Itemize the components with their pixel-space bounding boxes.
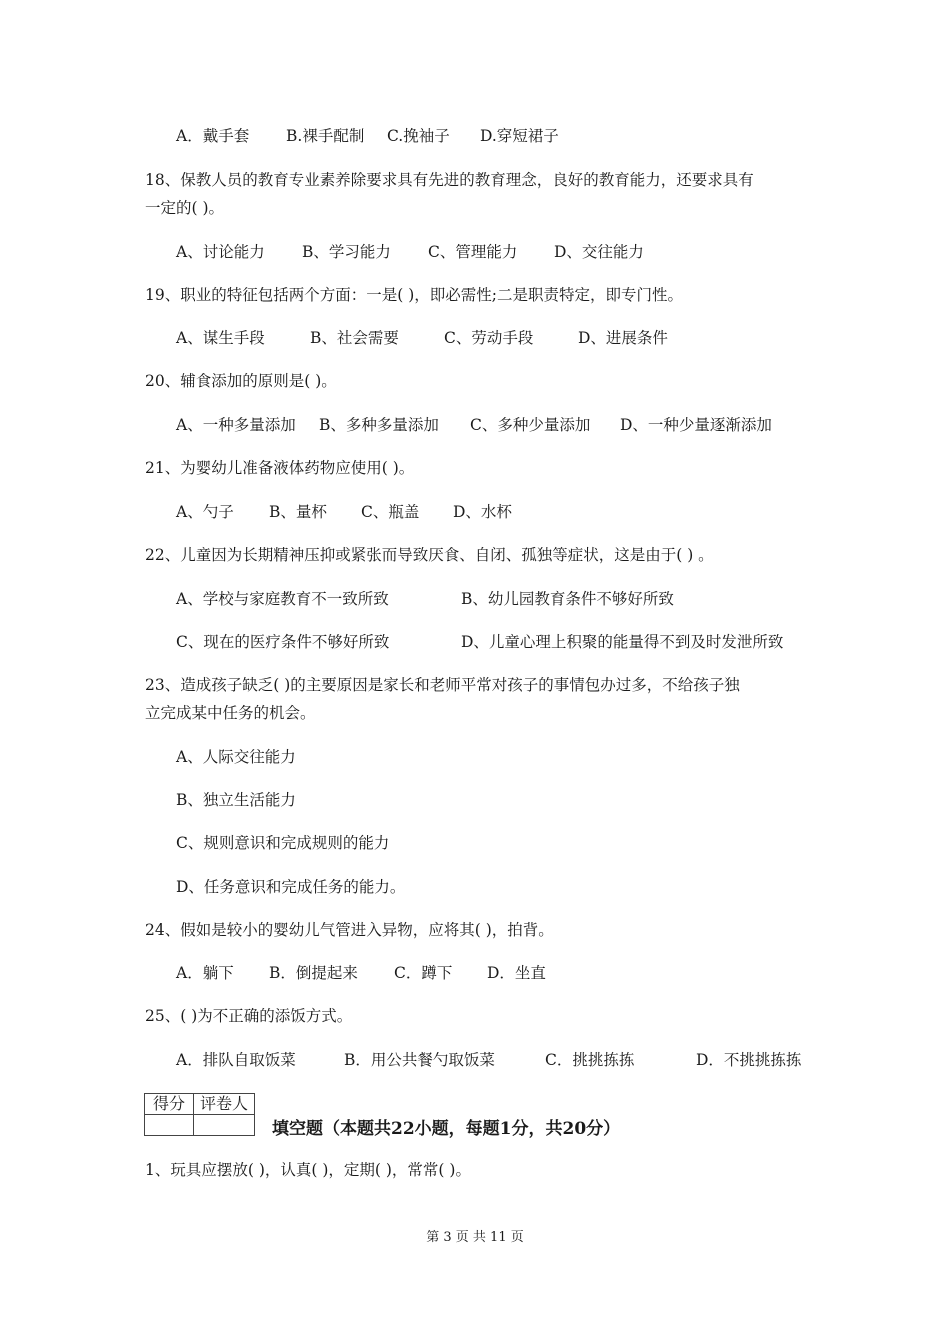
q21-option-a: A、勺子 xyxy=(176,503,234,521)
q24-option-b: B．倒提起来 xyxy=(269,964,358,982)
q24-question: 24、假如是较小的婴幼儿气管进入异物，应将其( )，拍背。 xyxy=(145,921,554,939)
q17-option-a: A．戴手套 xyxy=(176,127,250,145)
q24-option-d: D．坐直 xyxy=(487,964,546,982)
q23-option-a: A、人际交往能力 xyxy=(176,748,296,766)
q20-option-a: A、一种多量添加 xyxy=(176,416,296,434)
score-table-grader-cell[interactable] xyxy=(194,1115,255,1136)
q20-option-c: C、多种少量添加 xyxy=(470,416,591,434)
q25-option-d: D．不挑挑拣拣 xyxy=(696,1051,802,1069)
q23-question-line2: 立完成某中任务的机会。 xyxy=(145,704,316,722)
q19-option-c: C、劳动手段 xyxy=(444,329,534,347)
q18-question-line2: 一定的( )。 xyxy=(145,199,225,217)
q18-question-line1: 18、保教人员的教育专业素养除要求具有先进的教育理念，良好的教育能力，还要求具有 xyxy=(145,171,754,189)
q24-option-c: C．蹲下 xyxy=(394,964,453,982)
q21-option-c: C、瓶盖 xyxy=(361,503,420,521)
q25-question: 25、( )为不正确的添饭方式。 xyxy=(145,1007,353,1025)
q19-option-a: A、谋生手段 xyxy=(176,329,265,347)
q21-option-b: B、量杯 xyxy=(269,503,327,521)
q20-option-b: B、多种多量添加 xyxy=(319,416,439,434)
q23-option-d: D、任务意识和完成任务的能力。 xyxy=(176,878,406,896)
score-table-grader-header: 评卷人 xyxy=(194,1094,255,1115)
q19-option-d: D、进展条件 xyxy=(578,329,668,347)
score-table-entry-row xyxy=(145,1115,255,1136)
q20-option-d: D、一种少量逐渐添加 xyxy=(620,416,772,434)
page-footer: 第 3 页 共 11 页 xyxy=(426,1230,524,1245)
section-title: 填空题（本题共22小题，每题1分，共20分） xyxy=(272,1119,621,1139)
fill1-question: 1、玩具应摆放( )，认真( )，定期( )，常常( )。 xyxy=(145,1161,471,1179)
q23-question-line1: 23、造成孩子缺乏( )的主要原因是家长和老师平常对孩子的事情包办过多，不给孩子独 xyxy=(145,676,740,694)
score-table xyxy=(144,1093,255,1136)
q23-option-b: B、独立生活能力 xyxy=(176,791,296,809)
q17-option-c: C.挽袖子 xyxy=(387,127,450,145)
q18-option-d: D、交往能力 xyxy=(554,243,644,261)
q24-option-a: A．躺下 xyxy=(176,964,234,982)
q21-option-d: D、水杯 xyxy=(453,503,512,521)
q22-option-d: D、儿童心理上积聚的能量得不到及时发泄所致 xyxy=(461,633,784,651)
q22-option-b: B、幼儿园教育条件不够好所致 xyxy=(461,590,674,608)
q20-question: 20、辅食添加的原则是( )。 xyxy=(145,372,337,390)
q18-option-a: A、讨论能力 xyxy=(176,243,265,261)
q19-question: 19、职业的特征包括两个方面：一是( )，即必需性;二是职责特定，即专门性。 xyxy=(145,286,683,304)
score-table-score-header: 得分 xyxy=(145,1094,194,1115)
q17-option-d: D.穿短裙子 xyxy=(480,127,559,145)
q22-option-a: A、学校与家庭教育不一致所致 xyxy=(176,590,389,608)
q18-option-c: C、管理能力 xyxy=(428,243,518,261)
q21-question: 21、为婴幼儿准备液体药物应使用( )。 xyxy=(145,459,415,477)
q25-option-b: B．用公共餐勺取饭菜 xyxy=(344,1051,495,1069)
q23-option-c: C、规则意识和完成规则的能力 xyxy=(176,834,390,852)
q18-option-b: B、学习能力 xyxy=(302,243,391,261)
q22-question: 22、儿童因为长期精神压抑或紧张而导致厌食、自闭、孤独等症状，这是由于( ) 。 xyxy=(145,546,714,564)
q19-option-b: B、社会需要 xyxy=(310,329,399,347)
score-table-score-cell[interactable] xyxy=(145,1115,194,1136)
q25-option-c: C．挑挑拣拣 xyxy=(545,1051,635,1069)
q17-option-b: B.裸手配制 xyxy=(286,127,365,145)
score-table-header-row xyxy=(145,1094,255,1115)
q25-option-a: A．排队自取饭菜 xyxy=(176,1051,296,1069)
q22-option-c: C、现在的医疗条件不够好所致 xyxy=(176,633,390,651)
